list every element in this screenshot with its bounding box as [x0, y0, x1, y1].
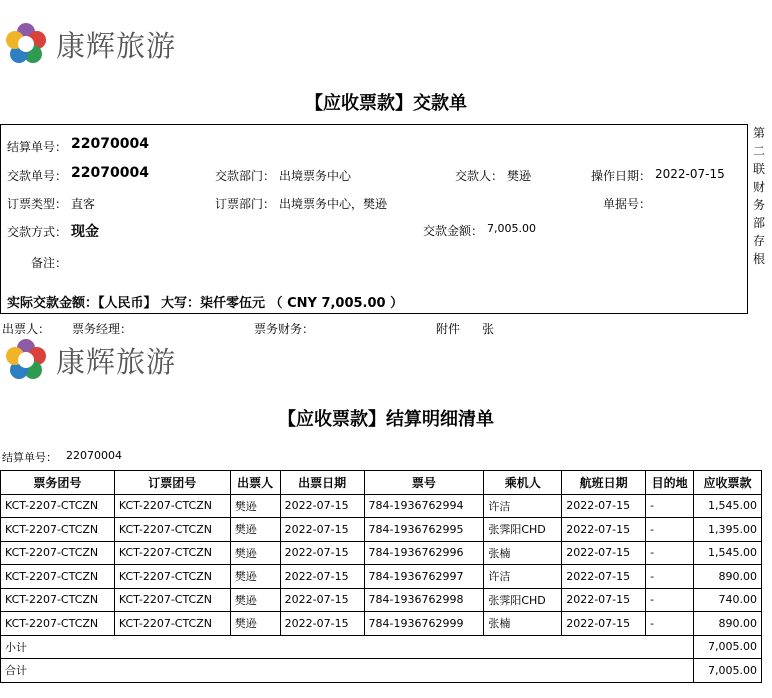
table-cell: 2022-07-15: [562, 541, 646, 565]
payer: 樊逊: [507, 169, 532, 183]
brand-name: 康辉旅游: [56, 28, 177, 63]
stub-char: 二: [752, 144, 765, 158]
settle-no-label: 结算单号：: [7, 140, 68, 154]
detail-table: [0, 470, 762, 683]
attach-label: 附件: [436, 322, 461, 336]
dept-label: 交款部门：: [215, 169, 276, 183]
table-cell: 2022-07-15: [562, 494, 646, 518]
brand-logo: [2, 336, 176, 384]
pay-method-label: 交款方式：: [7, 225, 68, 239]
stub-char: 存: [752, 234, 765, 248]
subtotal-value: 7,005.00: [694, 635, 762, 659]
table-cell: 张霁阳CHD: [484, 518, 562, 542]
remark-label: 备注：: [31, 256, 68, 270]
stub-char: 部: [752, 216, 765, 230]
table-cell: 樊逊: [230, 565, 280, 589]
detail-settle-no-label: 结算单号：: [2, 451, 57, 464]
table-cell: KCT-2207-CTCZN: [114, 494, 230, 518]
table-cell: 2022-07-15: [280, 588, 364, 612]
total-line: 实际交款金额：【人民币】 大写：柒仟零伍元 （ CNY 7,005.00 ）: [7, 296, 404, 311]
pay-no: 22070004: [71, 165, 149, 181]
table-cell: KCT-2207-CTCZN: [1, 565, 115, 589]
column-header: 票务团号: [1, 471, 115, 495]
table-cell: 许洁: [484, 494, 562, 518]
table-cell: 樊逊: [230, 494, 280, 518]
flower-logo-icon: [2, 336, 50, 384]
table-cell: 樊逊: [230, 541, 280, 565]
stub-char: 务: [752, 198, 765, 212]
total-value: 7,005.00: [694, 659, 762, 683]
table-cell: KCT-2207-CTCZN: [114, 612, 230, 636]
column-header: 票号: [364, 471, 484, 495]
table-cell: 张楠: [484, 541, 562, 565]
table-cell: 1,545.00: [694, 541, 762, 565]
table-cell: 890.00: [694, 565, 762, 589]
order-dept: 出境票务中心，樊逊: [279, 197, 388, 211]
column-header: 出票人: [230, 471, 280, 495]
table-cell: 2022-07-15: [562, 612, 646, 636]
column-header: 订票团号: [114, 471, 230, 495]
table-cell: 张楠: [484, 612, 562, 636]
table-cell: -: [646, 588, 694, 612]
total-row: [1, 659, 762, 683]
table-cell: KCT-2207-CTCZN: [114, 588, 230, 612]
table-cell: 784-1936762995: [364, 518, 484, 542]
table-row: [1, 541, 762, 565]
brand-name: 康辉旅游: [56, 344, 177, 379]
ticket-type-label: 订票类型：: [7, 197, 68, 211]
detail-title: 【应收票款】结算明细清单: [278, 409, 494, 430]
detail-settle-no: 22070004: [66, 449, 122, 462]
table-cell: -: [646, 518, 694, 542]
table-cell: KCT-2207-CTCZN: [114, 565, 230, 589]
table-cell: 784-1936762994: [364, 494, 484, 518]
column-header: 航班日期: [562, 471, 646, 495]
table-cell: KCT-2207-CTCZN: [1, 494, 115, 518]
table-cell: -: [646, 494, 694, 518]
table-row: [1, 612, 762, 636]
stub-char: 联: [752, 162, 765, 176]
table-cell: 2022-07-15: [280, 494, 364, 518]
table-cell: 2022-07-15: [280, 518, 364, 542]
table-cell: KCT-2207-CTCZN: [1, 541, 115, 565]
table-cell: KCT-2207-CTCZN: [1, 518, 115, 542]
table-cell: KCT-2207-CTCZN: [1, 612, 115, 636]
brand-logo: [2, 20, 176, 68]
flower-logo-icon: [2, 20, 50, 68]
table-cell: 784-1936762997: [364, 565, 484, 589]
table-cell: -: [646, 612, 694, 636]
table-cell: 2022-07-15: [280, 612, 364, 636]
stub-char: 财: [752, 180, 765, 194]
doc-no-label: 单据号：: [603, 197, 652, 211]
order-dept-label: 订票部门：: [215, 197, 276, 211]
table-cell: 2022-07-15: [562, 588, 646, 612]
table-cell: 樊逊: [230, 588, 280, 612]
table-cell: KCT-2207-CTCZN: [114, 541, 230, 565]
table-cell: 张霁阳CHD: [484, 588, 562, 612]
stub-char: 根: [752, 252, 765, 266]
column-header: 应收票款: [694, 471, 762, 495]
total-label: 合计: [1, 659, 694, 683]
dept: 出境票务中心: [279, 169, 352, 183]
voucher-title: 【应收票款】交款单: [305, 93, 467, 114]
amount: 7,005.00: [487, 222, 536, 235]
table-cell: 2022-07-15: [280, 565, 364, 589]
table-row: [1, 518, 762, 542]
table-cell: KCT-2207-CTCZN: [1, 588, 115, 612]
table-cell: 1,395.00: [694, 518, 762, 542]
ticket-type: 直客: [71, 197, 96, 211]
amount-label: 交款金额：: [423, 224, 484, 238]
table-cell: 樊逊: [230, 518, 280, 542]
subtotal-row: [1, 635, 762, 659]
table-cell: -: [646, 565, 694, 589]
op-date: 2022-07-15: [655, 167, 725, 181]
stub-char: 第: [752, 126, 765, 140]
table-cell: 784-1936762998: [364, 588, 484, 612]
table-row: [1, 565, 762, 589]
table-cell: 2022-07-15: [562, 518, 646, 542]
table-cell: 2022-07-15: [562, 565, 646, 589]
table-header-row: [1, 471, 762, 495]
stub-text: [752, 124, 766, 268]
op-date-label: 操作日期：: [591, 169, 652, 183]
subtotal-label: 小计: [1, 635, 694, 659]
table-cell: 784-1936762996: [364, 541, 484, 565]
table-cell: 890.00: [694, 612, 762, 636]
pay-method: 现金: [71, 224, 99, 240]
manager-label: 票务经理：: [72, 322, 133, 336]
table-cell: -: [646, 541, 694, 565]
column-header: 目的地: [646, 471, 694, 495]
table-cell: KCT-2207-CTCZN: [114, 518, 230, 542]
finance-label: 票务财务：: [254, 322, 315, 336]
table-cell: 740.00: [694, 588, 762, 612]
voucher-box: [0, 124, 748, 314]
table-cell: 2022-07-15: [280, 541, 364, 565]
table-cell: 许洁: [484, 565, 562, 589]
table-row: [1, 494, 762, 518]
sheets-label: 张: [482, 322, 495, 336]
issuer-label: 出票人：: [2, 322, 51, 336]
pay-no-label: 交款单号：: [7, 169, 68, 183]
table-cell: 784-1936762999: [364, 612, 484, 636]
column-header: 出票日期: [280, 471, 364, 495]
table-cell: 1,545.00: [694, 494, 762, 518]
table-row: [1, 588, 762, 612]
table-cell: 樊逊: [230, 612, 280, 636]
payer-label: 交款人：: [455, 169, 504, 183]
settle-no: 22070004: [71, 136, 149, 152]
column-header: 乘机人: [484, 471, 562, 495]
